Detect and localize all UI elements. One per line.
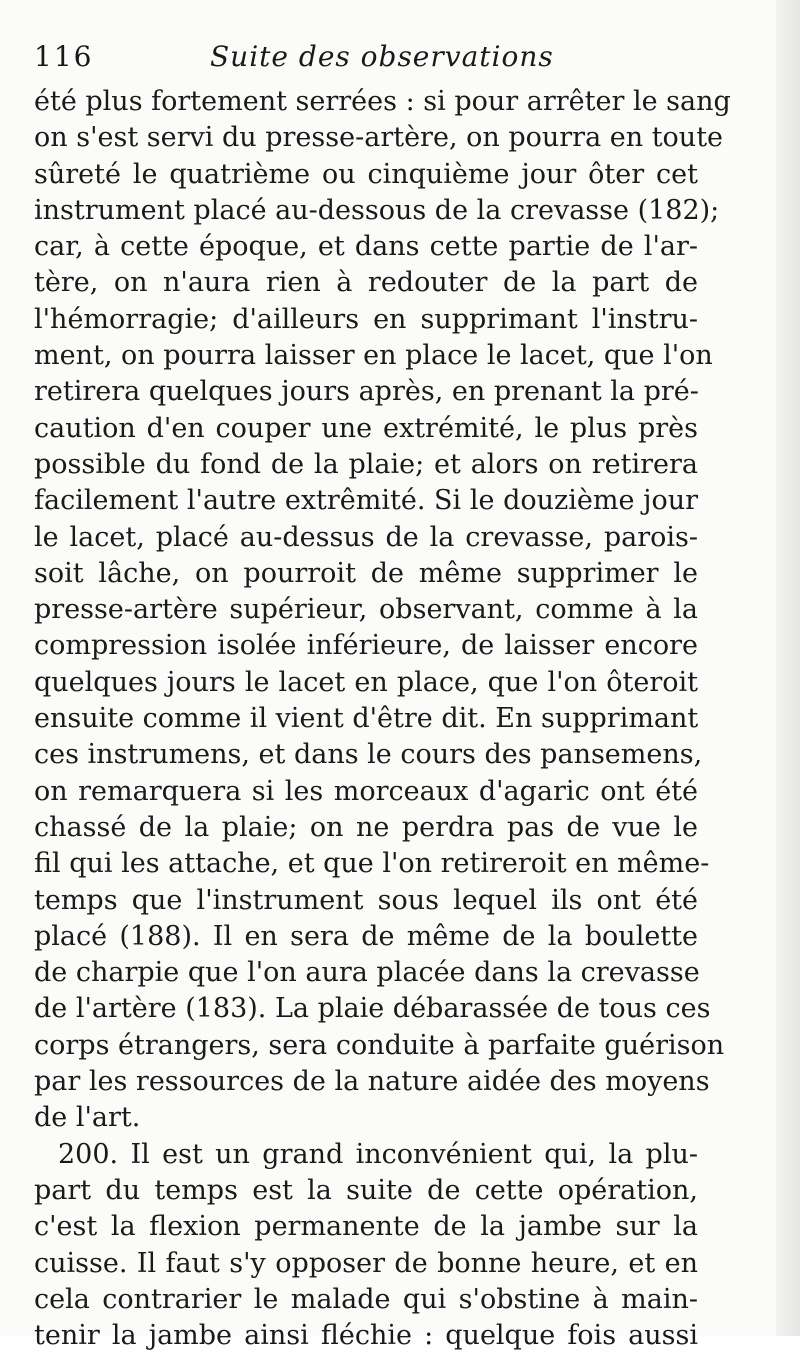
paragraph-start-line: 200. Il est un grand inconvénient qui, la plu-	[58, 1138, 698, 1170]
text-line: temps que l'instrument sous lequel ils ont été	[34, 884, 698, 916]
text-line: de l'artère (183). La plaie débarassée de tous ces	[34, 993, 711, 1025]
page-gutter	[776, 0, 800, 1336]
text-line: caution d'en couper une extrémité, le plus près	[34, 412, 698, 444]
text-line: ensuite comme il vient d'être dit. En supprimant	[34, 703, 699, 735]
text-line: de l'art.	[34, 1102, 141, 1134]
text-line: placé (188). Il en sera de même de la boulette	[34, 920, 698, 952]
text-line: on remarquera si les morceaux d'agaric ont été	[34, 775, 698, 807]
text-line: on s'est servi du presse-artère, on pourra en toute	[34, 122, 724, 154]
text-line: quelques jours le lacet en place, que l'on ôteroit	[34, 666, 698, 698]
text-line: l'hémorragie; d'ailleurs en supprimant l'instru-	[34, 303, 698, 335]
text-line: le lacet, placé au-dessus de la crevasse, parois-	[34, 521, 698, 553]
page-header	[34, 40, 754, 80]
text-line: possible du fond de la plaie; et alors on retirera	[34, 448, 698, 480]
text-line: cuisse. Il faut s'y opposer de bonne heure, et en	[34, 1247, 698, 1279]
text-line: chassé de la plaie; on ne perdra pas de vue le	[34, 811, 698, 843]
text-line: retirera quelques jours après, en prenant la pré-	[34, 376, 699, 408]
text-line: compression isolée inférieure, de laisser encore	[34, 630, 698, 662]
text-line: tère, on n'aura rien à redouter de la part de	[34, 267, 698, 299]
text-line: sûreté le quatrième ou cinquième jour ôter cet	[34, 158, 698, 190]
running-head: Suite des observations	[210, 40, 554, 73]
text-line: car, à cette époque, et dans cette partie de l'ar-	[34, 231, 698, 263]
text-line: ment, on pourra laisser en place le lacet, que l'on	[34, 340, 713, 372]
text-line: part du temps est la suite de cette opération,	[34, 1174, 698, 1206]
text-line: été plus fortement serrées : si pour arrêter le sang	[34, 86, 731, 117]
body-text	[34, 84, 731, 1354]
text-line: de charpie que l'on aura placée dans la crevasse	[34, 957, 700, 989]
text-line: soit lâche, on pourroit de même supprimer le	[34, 557, 698, 589]
text-line: cela contrarier le malade qui s'obstine à main-	[34, 1283, 698, 1315]
text-line: fil qui les attache, et que l'on retireroit en même-	[34, 848, 710, 880]
page-number: 116	[34, 40, 94, 73]
text-line: ces instrumens, et dans le cours des pansemens,	[34, 739, 703, 771]
text-line: facilement l'autre extrêmité. Si le douzième jour	[34, 485, 698, 517]
text-line: presse-artère supérieur, observant, comme à la	[34, 594, 698, 626]
text-line: par les ressources de la nature aidée des moyens	[34, 1066, 710, 1098]
text-line: corps étrangers, sera conduite à parfaite guérison	[34, 1029, 725, 1061]
text-line: tenir la jambe ainsi fléchie : quelque fois aussi	[34, 1320, 698, 1352]
text-line: c'est la flexion permanente de la jambe sur la	[34, 1211, 698, 1243]
text-line: instrument placé au-dessous de la crevasse (182);	[34, 194, 720, 226]
